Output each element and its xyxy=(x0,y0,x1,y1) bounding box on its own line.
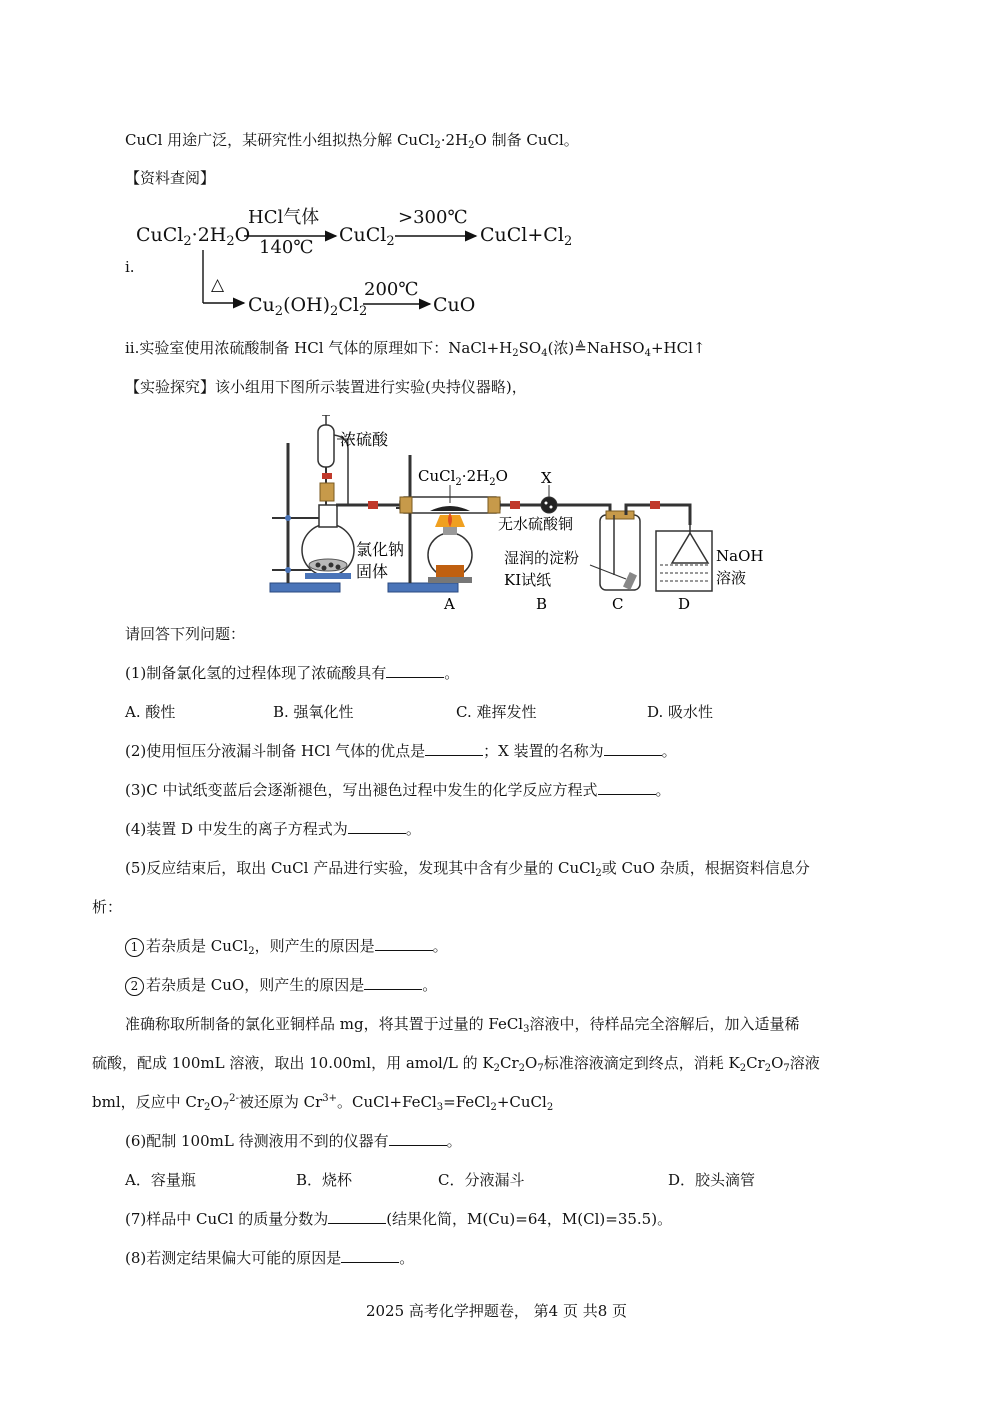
letter-d: D xyxy=(678,595,691,613)
intro-text-a: CuCl 用途广泛，某研究性小组拟热分解 CuCl xyxy=(125,131,435,149)
nacl-label-1: 氯化钠 xyxy=(356,540,405,559)
q1-option-c: C. 难挥发性 xyxy=(456,703,537,721)
acid-label: 浓硫酸 xyxy=(340,430,389,449)
reference-heading: 【资料查阅】 xyxy=(125,169,216,187)
scheme-mid: CuCl$_2$ xyxy=(339,224,395,249)
titration-paragraph-1: 准确称取所制备的氯化亚铜样品 mg，将其置于过量的 FeCl$_3$溶液中，待样品完全溶解后，加入适量稀 xyxy=(125,1015,800,1035)
heat-symbol: △ xyxy=(211,275,225,295)
page-footer: 2025 高考化学押题卷， 第4 页 共8 页 xyxy=(365,1302,628,1320)
intro-text-b: ·2H xyxy=(440,131,469,149)
q1-option-d: D. 吸水性 xyxy=(647,703,714,721)
titration-paragraph-3: bml，反应中 $Cr_2O_7^{2-}$被还原为 $Cr^{3+}$。CuCl+FeCl$_3$=FeCl$_2$+CuCl$_2$ xyxy=(92,1093,554,1113)
q6-option-d: D．胶头滴管 xyxy=(668,1171,756,1189)
paper-label-2: KI试纸 xyxy=(504,571,552,589)
questions-prompt: 请回答下列问题： xyxy=(125,625,246,643)
info-ii: ii.实验室使用浓硫酸制备 HCl 气体的原理如下：$NaCl+H_2SO_4$(浓)≜NaHSO$_4$+HCl↑ xyxy=(125,339,706,359)
question-8: (8)若测定结果偏大可能的原因是 。 xyxy=(125,1249,415,1267)
circled-number-1: 1 xyxy=(125,938,144,957)
cuso4-label: 无水硫酸铜 xyxy=(498,515,574,533)
sample-label: $CuCl_2\cdot 2H_2O$ xyxy=(418,467,508,488)
q1-option-b: B. 强氧化性 xyxy=(273,703,354,721)
scheme-cond-hcl: HCl气体 xyxy=(248,207,320,228)
question-5-2: 2 若杂质是 CuO，则产生的原因是 。 xyxy=(125,975,437,996)
question-6: (6)配制 100mL 待测液用不到的仪器有 。 xyxy=(125,1132,462,1150)
naoh-label-1: NaOH xyxy=(716,547,764,565)
q6-option-b: B．烧杯 xyxy=(296,1171,353,1189)
circled-number-2: 2 xyxy=(125,977,144,996)
scheme-arrows xyxy=(0,0,993,330)
x-label: X xyxy=(541,469,552,487)
question-1: (1)制备氯化氢的过程体现了浓硫酸具有 。 xyxy=(125,664,460,682)
scheme-cond-140: 140℃ xyxy=(259,237,314,258)
experiment-heading: 【实验探究】该小组用下图所示装置进行实验(央持仪器略)， xyxy=(125,378,527,396)
paper-label-1: 湿润的淀粉 xyxy=(504,549,580,567)
question-5-cont: 析： xyxy=(92,898,123,916)
scheme-cond-200: 200℃ xyxy=(364,279,419,300)
intro-text-c: O 制备 CuCl。 xyxy=(474,131,579,149)
scheme-bottom-end: CuO xyxy=(433,294,476,316)
scheme-start: $CuCl_2\cdot 2H_2O$ xyxy=(136,224,251,249)
apparatus-diagram xyxy=(260,415,780,620)
answer-blank[interactable] xyxy=(386,663,444,678)
question-4: (4)装置 D 中发生的离子方程式为 。 xyxy=(125,820,421,838)
letter-a: A xyxy=(444,595,455,613)
q6-option-c: C．分液漏斗 xyxy=(438,1171,525,1189)
scheme-label-i: i. xyxy=(125,258,135,276)
question-7: (7)样品中 CuCl 的质量分数为 (结果化简，M(Cu)=64，M(Cl)=35.5)。 xyxy=(125,1210,673,1228)
q6-option-a: A．容量瓶 xyxy=(125,1171,196,1189)
question-2: (2)使用恒压分液漏斗制备 HCl 气体的优点是 ；X 装置的名称为 。 xyxy=(125,742,677,760)
question-3: (3)C 中试纸变蓝后会逐渐褪色，写出褪色过程中发生的化学反应方程式 。 xyxy=(125,781,671,799)
question-5: (5)反应结束后，取出 CuCl 产品进行实验，发现其中含有少量的 CuCl$_2$或 CuO 杂质，根据资料信息分 xyxy=(125,859,810,879)
intro-paragraph: CuCl 用途广泛，某研究性小组拟热分解 $CuCl_2\cdot 2H_2O$ 制备 CuCl。 xyxy=(125,131,579,151)
titration-paragraph-2: 硫酸，配成 100mL 溶液，取出 10.00ml，用 amol/L 的 $K_2Cr_2O_7$标准溶液滴定到终点，消耗 $K_2Cr_2O_7$溶液 xyxy=(92,1054,820,1074)
naoh-label-2: 溶液 xyxy=(716,569,747,587)
question-5-1: 1 若杂质是 CuCl$_2$，则产生的原因是 。 xyxy=(125,936,448,957)
scheme-bottom-product: $Cu_2(OH)_2Cl_2$ xyxy=(248,294,368,319)
q1-option-a: A. 酸性 xyxy=(125,703,176,721)
scheme-cond-300: >300℃ xyxy=(398,207,468,228)
scheme-end: $CuCl+Cl_2$ xyxy=(480,224,573,249)
nacl-label-2: 固体 xyxy=(356,562,389,581)
letter-b: B xyxy=(536,595,548,613)
letter-c: C xyxy=(612,595,624,613)
